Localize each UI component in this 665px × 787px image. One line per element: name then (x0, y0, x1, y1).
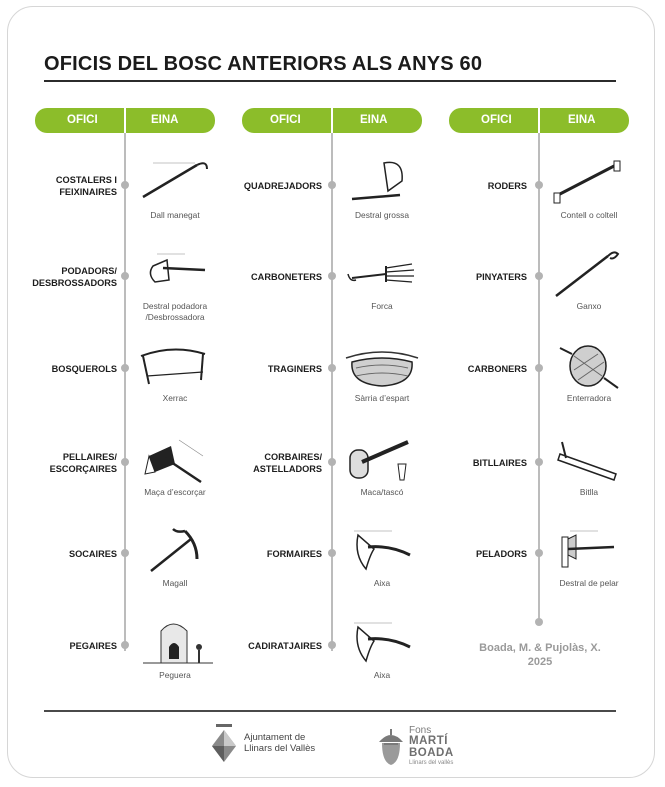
timeline-dot (328, 458, 336, 466)
timeline-dot (328, 272, 336, 280)
frame-saw-icon (135, 340, 215, 397)
timeline-dot (121, 549, 129, 557)
timeline-dot (328, 641, 336, 649)
peeling-axe-icon (548, 525, 628, 582)
tool-name: Ganxo (576, 301, 602, 311)
tool-name: Forca (371, 301, 393, 311)
header-eina: EINA (360, 114, 388, 126)
craft-name: COSTALERS I FEIXINAIRES (55, 175, 117, 197)
craft-name: QUADREJADORS (243, 181, 322, 191)
craft-name: SOCAIRES (69, 549, 117, 559)
craft-name: BOSQUEROLS (51, 364, 117, 374)
timeline-dot (328, 181, 336, 189)
timeline-dot (535, 364, 543, 372)
header-eina: EINA (568, 114, 596, 126)
timeline-dot (121, 641, 129, 649)
header-divider (331, 108, 333, 133)
drawknife-icon (548, 157, 628, 214)
tool-name: Peguera (159, 670, 191, 680)
header-ofici: OFICI (270, 114, 301, 126)
municipal-shield-icon (210, 724, 238, 764)
timeline-dot (121, 458, 129, 466)
page-title: OFICIS DEL BOSC ANTERIORS ALS ANYS 60 (44, 53, 483, 75)
citation-authors: Boada, M. & Pujolàs, X. (479, 642, 601, 654)
tool-name: Aixa (373, 578, 391, 588)
column-header-1 (35, 108, 215, 133)
footer-divider (44, 710, 616, 712)
header-eina: EINA (151, 114, 179, 126)
timeline-dot (535, 181, 543, 189)
craft-name: PINYATERS (475, 272, 527, 282)
citation-year: 2025 (527, 656, 553, 668)
tool-name: Sàrria d’espart (354, 393, 410, 403)
citation (466, 641, 614, 669)
tool-name: Bitlla (579, 487, 599, 497)
adze-icon (342, 525, 422, 582)
tool-name: Enterradora (566, 393, 612, 403)
fons-town-label: Llinars del vallès (409, 760, 454, 766)
craft-name: PEGAIRES (69, 641, 117, 651)
tool-name: Contell o coltell (560, 210, 618, 220)
acorn-icon (376, 726, 406, 766)
craft-name: CADIRATJAIRES (248, 641, 322, 651)
mattock-icon (135, 525, 215, 582)
craft-name: CORBAIRES/ ASTELLADORS (253, 452, 322, 474)
pitchfork-icon (342, 248, 422, 305)
tool-name: Maça d’escorçar (144, 487, 206, 497)
fons-label: Fons (409, 725, 432, 736)
ajuntament-line1: Ajuntament de (244, 732, 306, 743)
billhook-icon (135, 157, 215, 214)
tapered-tool-icon (548, 434, 628, 491)
craft-name: PODADORS/ DESBROSSADORS (32, 266, 117, 288)
timeline-dot (535, 458, 543, 466)
tool-name: Xerrac (162, 393, 188, 403)
mallet-wedge-icon (342, 434, 422, 491)
fons-marti-label: MARTÍ (409, 735, 448, 747)
header-divider (124, 108, 126, 133)
column-header-2 (242, 108, 422, 133)
sieve-icon (548, 340, 628, 397)
tool-name: Maca/tascó (360, 487, 404, 497)
craft-name: PELLAIRES/ ESCORÇAIRES (49, 452, 117, 474)
fons-boada-label: BOADA (409, 747, 454, 759)
fons-marti-boada-logo (376, 722, 486, 770)
craft-name: TRAGINERS (267, 364, 322, 374)
ajuntament-line2: Llinars del Vallès (244, 743, 316, 754)
craft-name: CARBONERS (467, 364, 527, 374)
adze-icon (342, 617, 422, 674)
tool-name: Destral grossa (355, 210, 409, 220)
timeline-end-dot (535, 618, 543, 626)
ajuntament-logo (210, 722, 340, 768)
craft-name: CARBONETERS (251, 272, 322, 282)
craft-name: BITLLAIRES (472, 458, 527, 468)
timeline-dot (121, 364, 129, 372)
tool-name: Dall manegat (150, 210, 200, 220)
craft-name: FORMAIRES (266, 549, 322, 559)
pruning-axe-icon (135, 248, 215, 305)
timeline-dot (328, 549, 336, 557)
timeline-dot (328, 364, 336, 372)
title-divider (44, 80, 616, 82)
bark-mallet-icon (135, 434, 215, 491)
craft-name: PELADORS (475, 549, 527, 559)
hook-pole-icon (548, 248, 628, 305)
tool-name: Aixa (373, 670, 391, 680)
tool-name: Magall (162, 578, 188, 588)
timeline-dot (535, 549, 543, 557)
header-divider (538, 108, 540, 133)
timeline-dot (535, 272, 543, 280)
tar-kiln-icon (135, 617, 215, 674)
tool-name: Destral de pelar (559, 578, 619, 588)
header-ofici: OFICI (481, 114, 512, 126)
header-ofici: OFICI (67, 114, 98, 126)
column-header-3 (449, 108, 629, 133)
timeline-dot (121, 272, 129, 280)
broad-axe-icon (342, 157, 422, 214)
timeline-dot (121, 181, 129, 189)
tool-name: Destral podadora /Desbrossadora (142, 301, 208, 322)
craft-name: RODERS (487, 181, 527, 191)
esparto-basket-icon (342, 340, 422, 397)
